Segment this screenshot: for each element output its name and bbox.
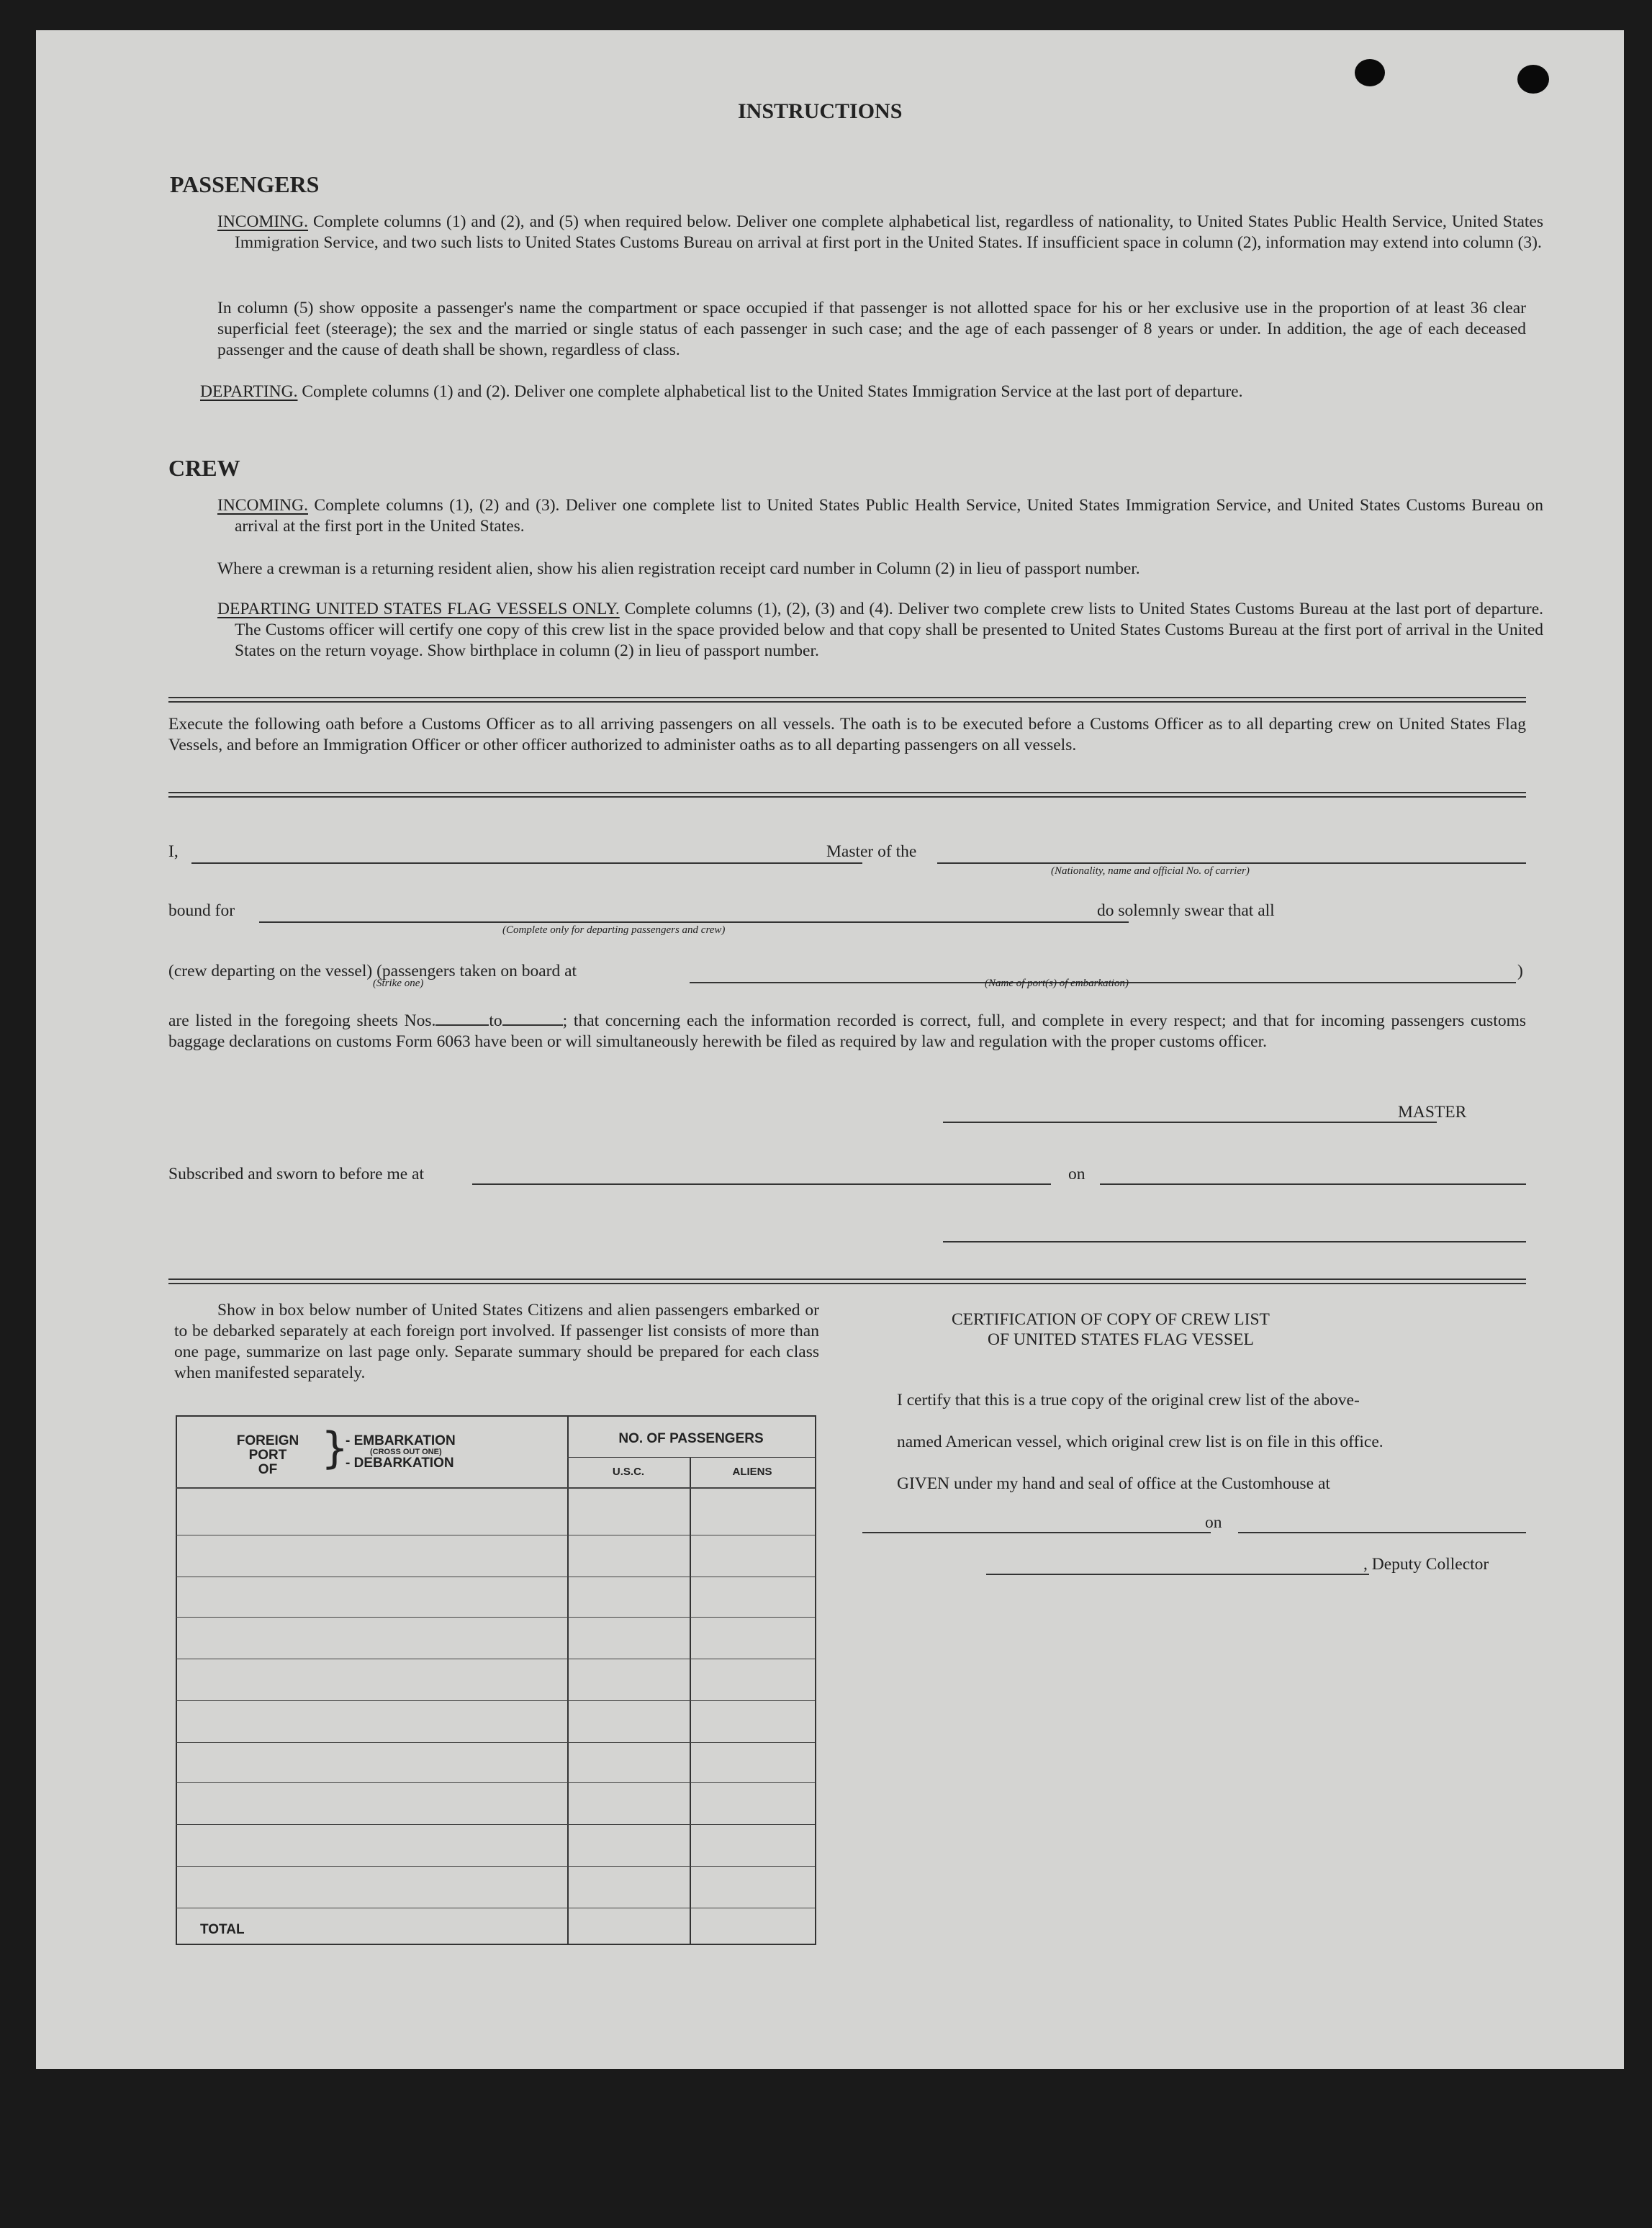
ports-caption: (Name of port(s) of embarkation) [985, 978, 1129, 989]
sheet-from-blank[interactable] [435, 1014, 489, 1026]
listed-to: to [489, 1011, 502, 1030]
subscribed-on: on [1068, 1165, 1085, 1183]
crew-departing-text: Complete columns (1), (2), (3) and (4). Deliver two complete crew lists to United States Customs Bureau at the last port of departure. The Customs officer will certify one copy of this crew list in the space provided below and that copy shall be presented to United States Customs Bureau at the first port of arrival in the United States on the return voyage. Show birthplace in column (2) in lieu of passport number. [235, 600, 1544, 660]
passengers-departing-text: Complete columns (1) and (2). Deliver one complete alphabetical list to the United States Immigration Service at the last port of departure. [302, 382, 1243, 401]
oath-i: I, [168, 842, 179, 861]
deputy-collector-label: , Deputy Collector [1363, 1555, 1489, 1574]
divider-2 [168, 792, 1526, 798]
certification-line-2: named American vessel, which original crew list is on file in this office. [897, 1433, 1384, 1451]
bound-for-line[interactable] [259, 921, 1129, 923]
passengers-incoming-label: INCOMING. [217, 212, 308, 231]
cross-out-text: (CROSS OUT ONE) [370, 1448, 442, 1456]
certification-line-1: I certify that this is a true copy of the original crew list of the above- [897, 1391, 1360, 1410]
punch-hole-right [1517, 65, 1549, 94]
brace-icon: } [321, 1423, 349, 1474]
certification-date-line[interactable] [1238, 1532, 1526, 1533]
crew-incoming-text: Complete columns (1), (2) and (3). Deliver one complete list to United States Public Health Service, United States Immigration Service, and United States Customs Bureau on arrival at the first port in the United States. [235, 496, 1543, 536]
crew-incoming-label: INCOMING. [217, 496, 308, 515]
aliens-header: ALIENS [732, 1466, 772, 1478]
certification-heading-1: CERTIFICATION OF COPY OF CREW LIST [952, 1310, 1270, 1329]
master-label: MASTER [1398, 1103, 1467, 1122]
foreign-port-label [225, 1434, 311, 1477]
table-subheader-line [567, 1457, 815, 1458]
crew-incoming [217, 495, 1543, 537]
summary-instructions: Show in box below number of United States Citizens and alien passengers embarked or to be debarked separately at each foreign port involved. If passenger list consists of more than one page, summarize on last page only. Separate summary should be prepared for each class when manifested separately. [174, 1301, 819, 1382]
passengers-departing [200, 382, 1543, 402]
crew-resident: Where a crewman is a returning resident alien, show his alien registration receipt card number in Column (2) in lieu of passport number. [217, 559, 1140, 578]
page-title: INSTRUCTIONS [738, 99, 903, 123]
foreign-label: FOREIGN [236, 1433, 299, 1448]
strike-one-caption: (Strike one) [373, 978, 424, 989]
passengers-incoming [217, 212, 1543, 253]
of-label: OF [258, 1462, 278, 1477]
oath-swear: do solemnly swear that all [1097, 901, 1275, 920]
divider-1 [168, 697, 1526, 703]
certification-on: on [1205, 1513, 1222, 1532]
embarkation-label [346, 1434, 456, 1470]
oath-master-of-the: Master of the [826, 842, 917, 861]
passengers-column5: In column (5) show opposite a passenger's name the compartment or space occupied if that passenger is not allotted space for his or her exclusive use in the proportion of at least 36 clear superficial feet (steerage); the sex and the married or single status of each passenger in such case; and the age of each passenger of 8 years or under. In addition, the age of each deceased passenger and the cause of death shall be shown, regardless of class. [217, 299, 1526, 359]
table-row-line [176, 1866, 815, 1867]
passengers-departing-label: DEPARTING. [200, 382, 298, 401]
table-header-line [176, 1487, 815, 1489]
table-row-line [176, 1824, 815, 1825]
oath-bound-for: bound for [168, 901, 235, 920]
oath-listed [168, 1011, 1526, 1052]
oath-crew-departing: (crew departing on the vessel) (passengers taken on board at [168, 962, 577, 980]
table-row-line [176, 1617, 815, 1618]
listed-part2: ; that concerning each the information recorded is correct, full, and complete in every respect; and that for incoming passengers customs baggage declarations on customs Form 6063 have been or will simultaneously herewith be filed as required by law and regulation with the proper customs officer. [168, 1011, 1526, 1051]
close-paren: ) [1517, 962, 1523, 980]
table-row-line [176, 1782, 815, 1783]
subscribed-label: Subscribed and sworn to before me at [168, 1165, 425, 1183]
master-signature-line[interactable] [943, 1122, 1437, 1123]
debarkation-text: - DEBARKATION [346, 1456, 454, 1471]
divider-3 [168, 1278, 1526, 1284]
oath-intro: Execute the following oath before a Customs Officer as to all arriving passengers on all vessels. The oath is to be executed before a Customs Officer as to all departing crew on United States Flag Vessels, and before an Immigration Officer or other officer authorized to administer oaths as to all departing passengers on all vessels. [168, 715, 1526, 754]
carrier-line[interactable] [937, 862, 1526, 864]
table-col-divider-1 [567, 1415, 569, 1944]
customhouse-line[interactable] [862, 1532, 1211, 1533]
master-name-line[interactable] [191, 862, 862, 864]
bound-caption: (Complete only for departing passengers and crew) [502, 924, 726, 936]
officer-signature-line[interactable] [943, 1241, 1526, 1242]
table-row-line [176, 1700, 815, 1701]
table-row-line [176, 1742, 815, 1743]
no-passengers-header: NO. OF PASSENGERS [618, 1431, 764, 1446]
sheet-to-blank[interactable] [502, 1014, 563, 1026]
listed-part1: are listed in the foregoing sheets Nos. [168, 1011, 436, 1030]
crew-heading: CREW [168, 455, 240, 481]
embarkation-text: - EMBARKATION [346, 1433, 456, 1448]
crew-departing [217, 599, 1543, 662]
punch-hole-left [1355, 59, 1385, 86]
subscribed-place-line[interactable] [472, 1183, 1051, 1185]
deputy-signature-line[interactable] [986, 1574, 1369, 1575]
document-page [36, 30, 1624, 2069]
port-label: PORT [248, 1448, 287, 1463]
usc-header: U.S.C. [612, 1466, 645, 1478]
passengers-incoming-text: Complete columns (1) and (2), and (5) when required below. Deliver one complete alphabetical list, regardless of nationality, to United States Public Health Service, United States Immigration Service, and two such lists to United States Customs Bureau on arrival at first port in the United States. If insufficient space in column (2), information may extend into column (3). [235, 212, 1544, 252]
crew-departing-label: DEPARTING UNITED STATES FLAG VESSELS ONLY. [217, 600, 620, 618]
certification-line-3: GIVEN under my hand and seal of office at the Customhouse at [897, 1474, 1330, 1493]
total-label: TOTAL [200, 1922, 245, 1937]
certification-heading-2: OF UNITED STATES FLAG VESSEL [988, 1330, 1254, 1349]
subscribed-date-line[interactable] [1100, 1183, 1526, 1185]
passengers-heading: PASSENGERS [170, 171, 320, 197]
nationality-caption: (Nationality, name and official No. of carrier) [1051, 865, 1250, 877]
